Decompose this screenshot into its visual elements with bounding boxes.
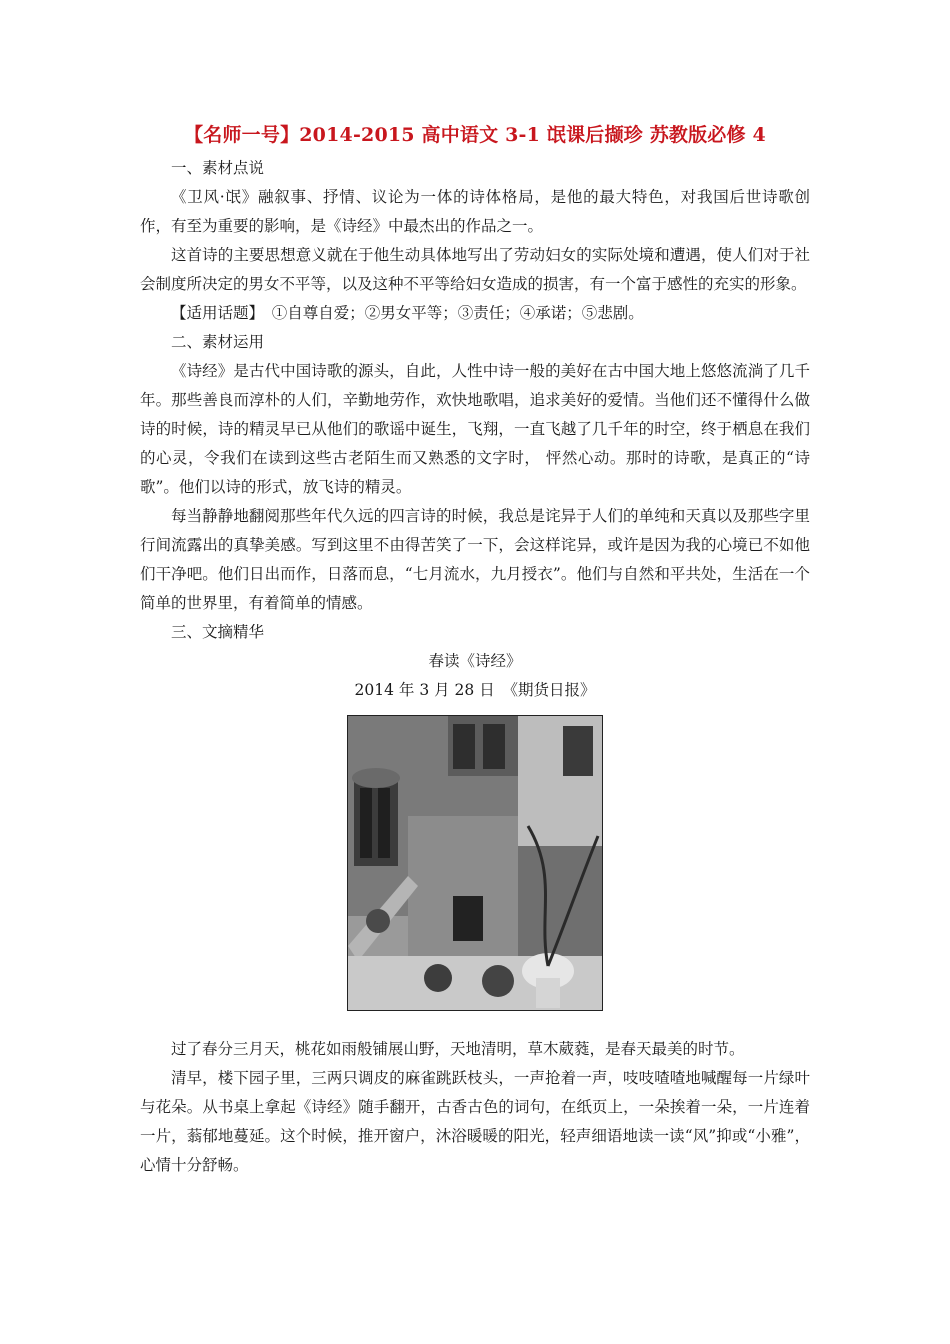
document-page xyxy=(140,120,810,1180)
topics-line: 【适用话题】 ①自尊自爱；②男女平等；③责任；④承诺；⑤悲剧。 xyxy=(171,304,644,322)
paragraph: 《卫风·氓》融叙事、抒情、议论为一体的诗体格局，是他的最大特色，对我国后世诗歌创作，有至为重要的影响，是《诗经》中最杰出的作品之一。 xyxy=(140,188,810,235)
building-photo-illustration xyxy=(348,716,602,1010)
document-title: 【名师一号】2014-2015 高中语文 3-1 氓课后撷珍 苏教版必修 4 xyxy=(184,124,766,146)
section-heading-3: 三、文摘精华 xyxy=(171,623,265,641)
paragraph: 清早，楼下园子里，三两只调皮的麻雀跳跃枝头，一声抢着一声，吱吱喳喳地喊醒每一片绿叶与花朵。从书桌上拿起《诗经》随手翻开，古香古色的词句，在纸页上，一朵挨着一朵，一片连着一片，蓊郁地蔓延。这个时候，推开窗户，沐浴暖暖的阳光，轻声细语地读一读“风”抑或“小雅”，心情十分舒畅。 xyxy=(140,1069,810,1174)
article-meta: 2014 年 3 月 28 日 《期货日报》 xyxy=(354,681,596,699)
paragraph: 这首诗的主要思想意义就在于他生动具体地写出了劳动妇女的实际处境和遭遇，使人们对于社会制度所决定的男女不平等，以及这种不平等给妇女造成的损害，有一个富于感性的充实的形象。 xyxy=(140,246,810,293)
building-photo xyxy=(347,715,603,1011)
paragraph: 过了春分三月天，桃花如雨般铺展山野，天地清明，草木葳蕤，是春天最美的时节。 xyxy=(171,1040,745,1058)
article-title: 春读《诗经》 xyxy=(428,652,522,670)
paragraph: 每当静静地翻阅那些年代久远的四言诗的时候，我总是诧异于人们的单纯和天真以及那些字里行间流露出的真挚美感。写到这里不由得苦笑了一下，会这样诧异，或许是因为我的心境已不如他们干净吧。他们日出而作，日落而息，“七月流水，九月授衣”。他们与自然和平共处，生活在一个简单的世界里，有着简单的情感。 xyxy=(140,507,810,612)
section-heading-2: 二、素材运用 xyxy=(171,333,265,351)
section-heading-1: 一、素材点说 xyxy=(171,159,265,177)
paragraph: 《诗经》是古代中国诗歌的源头，自此，人性中诗一般的美好在古中国大地上悠悠流淌了几千年。那些善良而淳朴的人们，辛勤地劳作，欢快地歌唱，追求美好的爱情。当他们还不懂得什么做诗的时候，诗的精灵早已从他们的歌谣中诞生，飞翔，一直飞越了几千年的时空，终于栖息在我们的心灵，令我们在读到这些古老陌生而又熟悉的文字时， 怦然心动。那时的诗歌，是真正的“诗歌”。他们以诗的形式，放飞诗的精灵。 xyxy=(140,362,810,496)
